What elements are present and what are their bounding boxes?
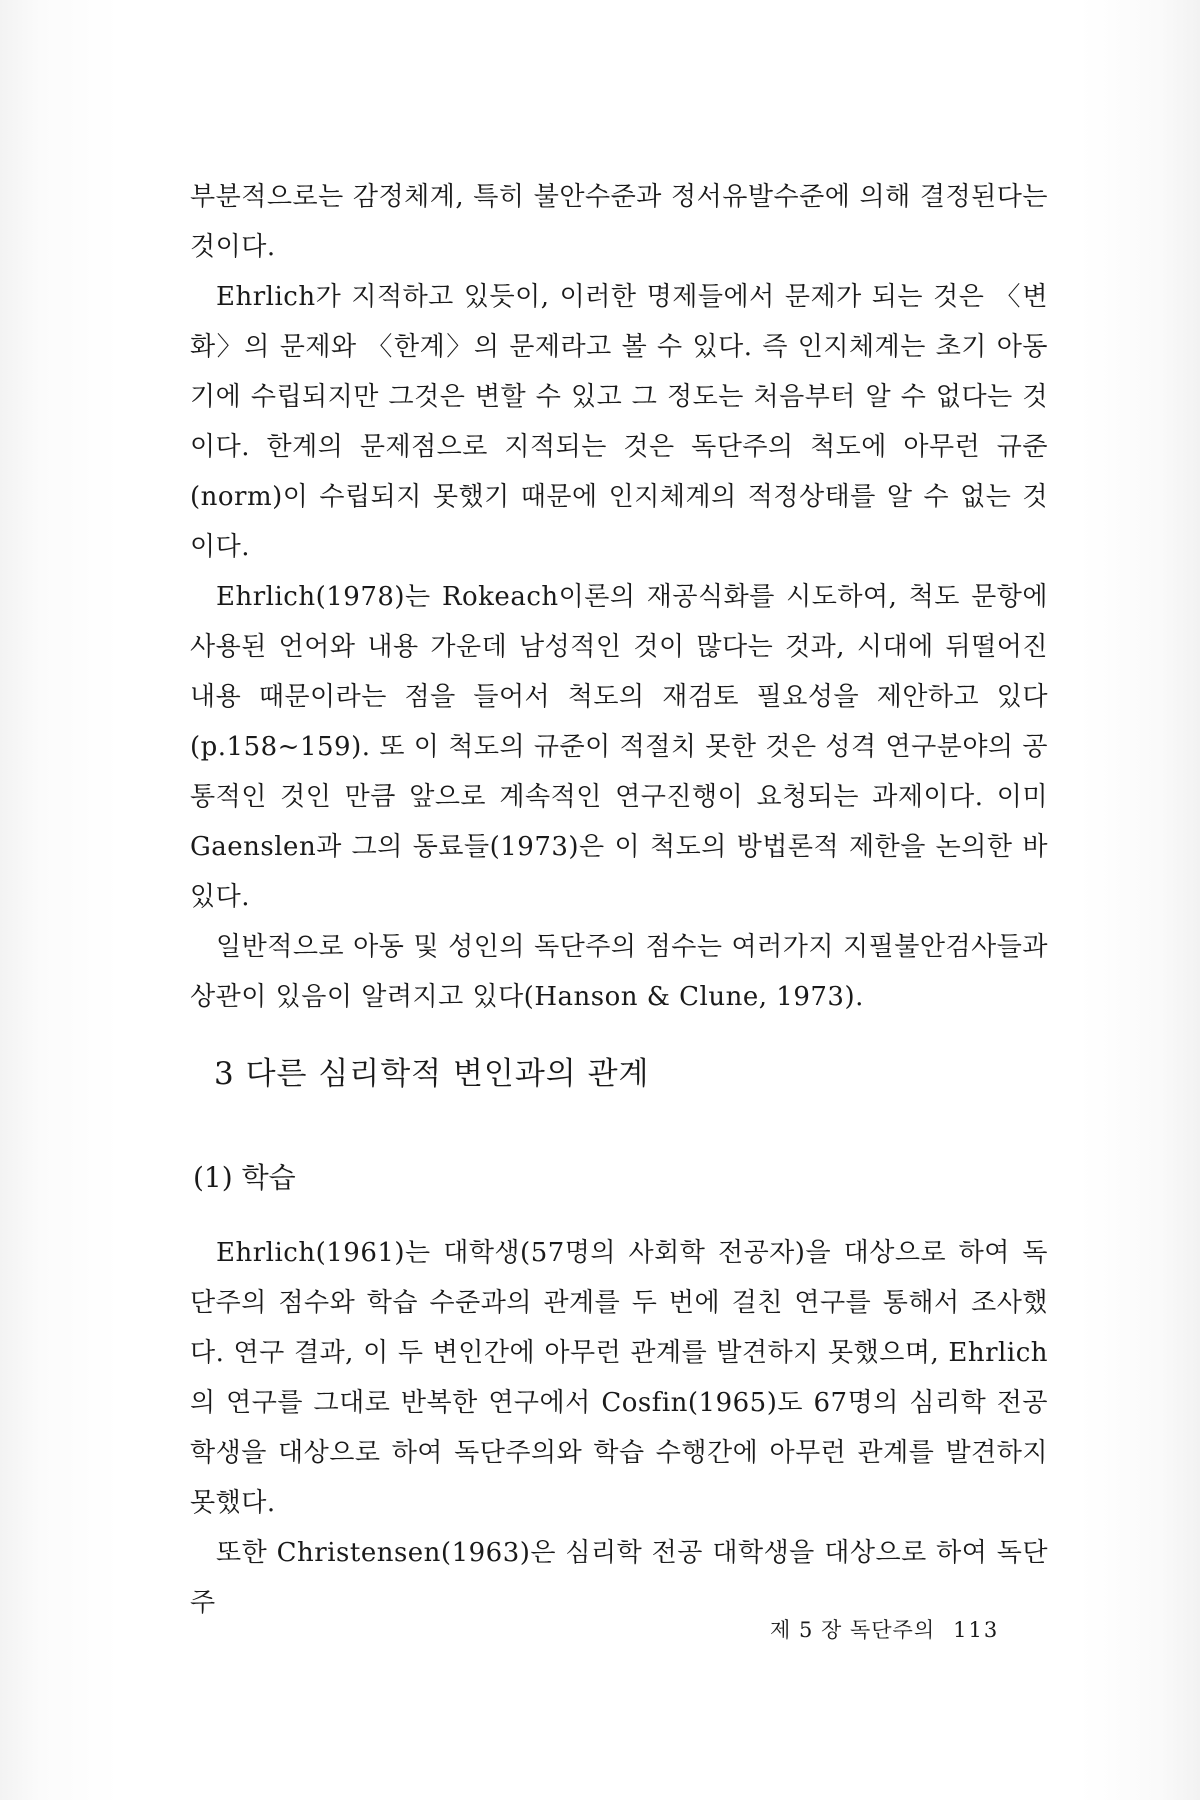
- page-footer: [770, 1614, 999, 1644]
- body-text-bottom: [190, 1228, 1048, 1628]
- paragraph: 일반적으로 아동 및 성인의 독단주의 점수는 여러가지 지필불안검사들과 상관이 있음이 알려지고 있다(Hanson & Clune, 1973).: [190, 932, 1048, 1012]
- paragraph-continued: 부분적으로는 감정체계, 특히 불안수준과 정서유발수준에 의해 결정된다는 것이다.: [190, 182, 1048, 262]
- body-text-top: [190, 172, 1048, 1022]
- section-heading: 3 다른 심리학적 변인과의 관계: [214, 1056, 650, 1092]
- paragraph: Ehrlich가 지적하고 있듯이, 이러한 명제들에서 문제가 되는 것은 〈변화〉의 문제와 〈한계〉의 문제라고 볼 수 있다. 즉 인지체계는 초기 아동기에 수립되지만 그것은 변할 수 있고 그 정도는 처음부터 알 수 없다는 것이다. 한계의 문제점으로 지적되는 것은 독단주의 척도에 아무런 규준(norm)이 수립되지 못했기 때문에 인지체계의 적정상태를 알 수 없는 것이다.: [190, 282, 1048, 562]
- subsection-heading: (1) 학습: [193, 1161, 296, 1194]
- paragraph: Ehrlich(1961)는 대학생(57명의 사회학 전공자)을 대상으로 하여 독단주의 점수와 학습 수준과의 관계를 두 번에 걸친 연구를 통해서 조사했다. 연구 결과, 이 두 변인간에 아무런 관계를 발견하지 못했으며, Ehrlich의 연구를 그대로 반복한 연구에서 Cosfin(1965)도 67명의 심리학 전공 학생을 대상으로 하여 독단주의와 학습 수행간에 아무런 관계를 발견하지 못했다.: [190, 1238, 1048, 1518]
- page-number: 113: [953, 1618, 1000, 1642]
- paragraph: Ehrlich(1978)는 Rokeach이론의 재공식화를 시도하여, 척도 문항에 사용된 언어와 내용 가운데 남성적인 것이 많다는 것과, 시대에 뒤떨어진 내용 때문이라는 점을 들어서 척도의 재검토 필요성을 제안하고 있다(p.158~159). 또 이 척도의 규준이 적절치 못한 것은 성격 연구분야의 공통적인 것인 만큼 앞으로 계속적인 연구진행이 요청되는 과제이다. 이미 Gaenslen과 그의 동료들(1973)은 이 척도의 방법론적 제한을 논의한 바 있다.: [190, 582, 1048, 912]
- running-footer-chapter: 제 5 장 독단주의: [770, 1618, 936, 1642]
- paragraph: 또한 Christensen(1963)은 심리학 전공 대학생을 대상으로 하여 독단주: [190, 1538, 1048, 1618]
